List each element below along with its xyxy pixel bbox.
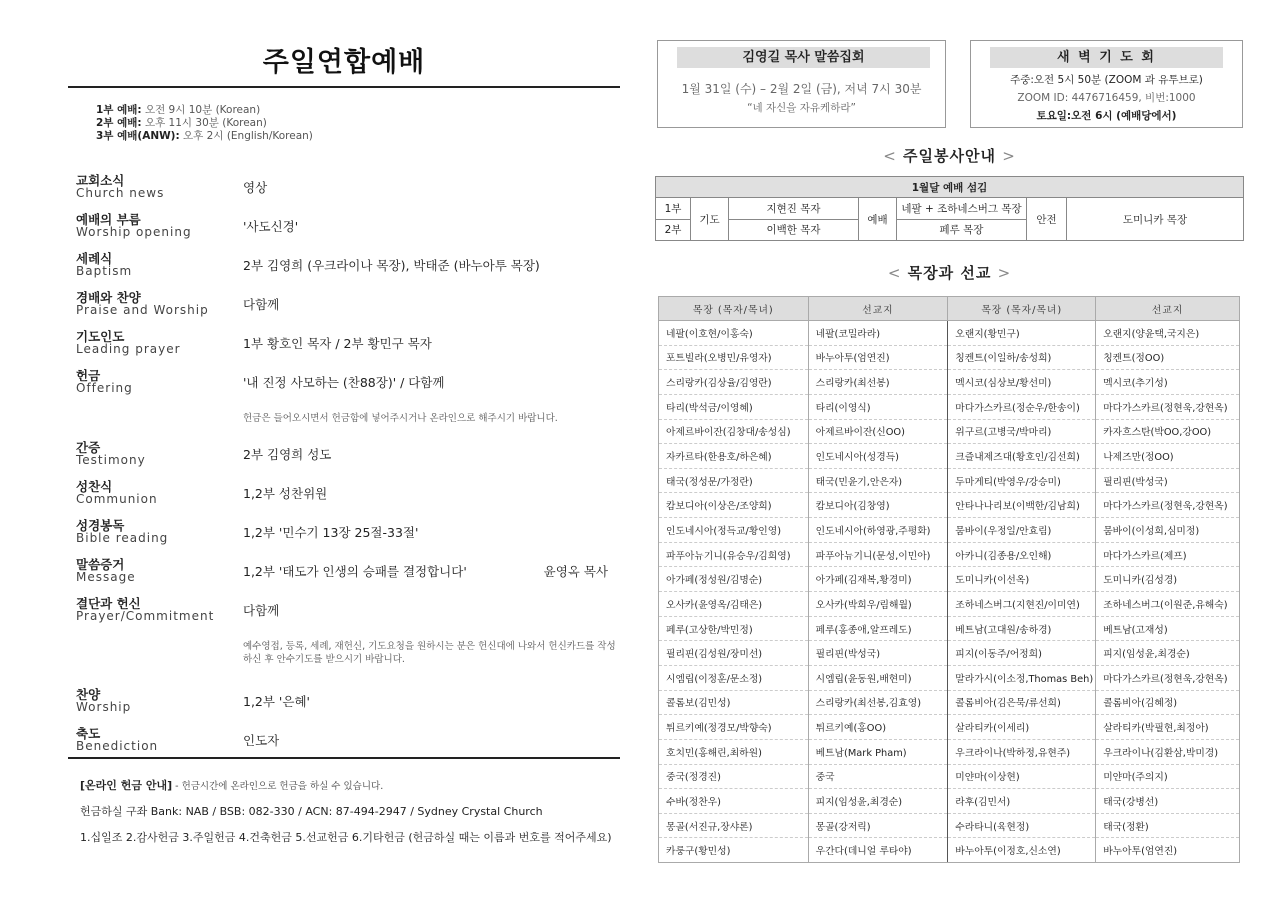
- worship-order-title: 말씀증거: [76, 557, 125, 572]
- mission-field-cell: 인도네시아(성경득): [808, 444, 948, 469]
- mission-field-cell: 마다가스카르(제프): [1096, 542, 1240, 567]
- table-row: [659, 715, 1240, 740]
- worship-order-item: [68, 210, 620, 249]
- table-row: [659, 370, 1240, 395]
- worship-order-english: Baptism: [76, 264, 133, 278]
- mission-field-cell: 몽골(강저릭): [808, 813, 948, 838]
- worship-order-english: Worship: [76, 700, 132, 714]
- mission-field-cell: 베트남(고재성): [1096, 616, 1240, 641]
- table-row: [659, 345, 1240, 370]
- mokjang-cell: 튀르키예(정경모/박향숙): [659, 715, 809, 740]
- revival-header: 김영길 목사 말씀집회: [677, 47, 930, 68]
- service-name: 이백한 목자: [729, 219, 859, 240]
- worship-order-item: [68, 685, 620, 724]
- table-row: [659, 789, 1240, 814]
- service-part: 1부: [656, 198, 691, 219]
- mission-field-cell: 피지(임성윤,최경순): [1096, 641, 1240, 666]
- message-speaker: 윤영옥 목사: [543, 564, 608, 579]
- service-time-3: 3부 예배(ANW): 오후 2시 (English/Korean): [96, 130, 313, 142]
- mission-field-cell: 오사카(박희우/림해월): [808, 592, 948, 617]
- service-name: 네팔 + 조하네스버그 목장: [897, 198, 1027, 219]
- mission-field-cell: 뭄바이(이성희,심미정): [1096, 518, 1240, 543]
- table-row: [656, 198, 1244, 219]
- worship-order-title: 기도인도: [76, 329, 125, 344]
- mission-field-cell: 마다가스카르(정현욱,강현옥): [1096, 394, 1240, 419]
- worship-order-value: 1,2부 '민수기 13장 25절-33절': [243, 525, 419, 540]
- table-row: [659, 665, 1240, 690]
- worship-order-item: [68, 249, 620, 288]
- mokjang-cell: 시엠립(이정훈/문소정): [659, 665, 809, 690]
- mokjang-cell: 바누아투(이정호,신소연): [948, 838, 1096, 863]
- mokjang-cell: 포트빌라(오병민/유영자): [659, 345, 809, 370]
- mission-field-cell: 시엠립(윤동원,배현미): [808, 665, 948, 690]
- mokjang-cell: 콜롬비아(김은묵/류선희): [948, 690, 1096, 715]
- mission-field-cell: 우크라이나(김환삼,박미경): [1096, 739, 1240, 764]
- table-row: [659, 764, 1240, 789]
- offering-account: 헌금하실 구좌 Bank: NAB / BSB: 082-330 / ACN: 87-494-2947 / Sydney Crystal Church: [80, 805, 543, 818]
- worship-order-english: Praise and Worship: [76, 303, 209, 317]
- mokjang-cell: 도미니카(이선옥): [948, 567, 1096, 592]
- mission-field-cell: 중국: [808, 764, 948, 789]
- service-table: [655, 176, 1244, 241]
- mission-field-cell: 미얀마(주의지): [1096, 764, 1240, 789]
- worship-order-title: 세례식: [76, 251, 113, 266]
- worship-order-list: [68, 171, 620, 763]
- table-row: [659, 419, 1240, 444]
- mokjang-cell: 크즐내제즈대(황호인/김선희): [948, 444, 1096, 469]
- worship-order-value: 1,2부 '은혜': [243, 694, 310, 709]
- mission-field-cell: 캄보디아(김창영): [808, 493, 948, 518]
- worship-order-item: [68, 477, 620, 516]
- worship-order-note: 예수영접, 등록, 세례, 재헌신, 기도요청을 원하시는 분은 헌신대에 나와서 헌신카드를 작성하신 후 안수기도를 받으시기 바랍니다.: [243, 641, 616, 665]
- mission-field-cell: 인도네시아(하영광,주평화): [808, 518, 948, 543]
- table-row: [659, 444, 1240, 469]
- offering-types: 1.십일조 2.감사헌금 3.주일헌금 4.건축헌금 5.선교헌금 6.기타헌금 (헌금하실 때는 이름과 번호를 적어주세요): [80, 831, 612, 844]
- service-times: [96, 104, 620, 143]
- mokjang-cell: 아카니(김종용/오인해): [948, 542, 1096, 567]
- table-row: [659, 518, 1240, 543]
- mission-field-cell: 파푸아뉴기니(문성,이민아): [808, 542, 948, 567]
- column-header: 선교지: [1096, 297, 1240, 321]
- mission-field-cell: 칭켄트(정OO): [1096, 345, 1240, 370]
- mission-field-cell: 살라티카(박필현,최정아): [1096, 715, 1240, 740]
- service-time-2: 2부 예배: 오후 11시 30분 (Korean): [96, 117, 267, 129]
- column-header: 선교지: [808, 297, 948, 321]
- mokjang-cell: 캄보디아(이상은/조양희): [659, 493, 809, 518]
- mission-field-cell: 카자흐스탄(박OO,강OO): [1096, 419, 1240, 444]
- table-row: [659, 468, 1240, 493]
- worship-order-title: 간증: [76, 440, 101, 455]
- mission-field-cell: 오랜지(양윤택,국지은): [1096, 321, 1240, 346]
- column-header: 목장 (목자/목녀): [659, 297, 809, 321]
- worship-order-value: 1,2부 성찬위원: [243, 486, 328, 501]
- worship-order-value: 2부 김영희 (우크라이나 목장), 박태준 (바누아투 목장): [243, 258, 540, 273]
- worship-order-item: [68, 288, 620, 327]
- worship-order-title: 축도: [76, 726, 101, 741]
- worship-order-item: [68, 171, 620, 210]
- mission-table: [658, 296, 1240, 863]
- table-row: [659, 813, 1240, 838]
- mission-field-cell: 콜롬비아(김혜정): [1096, 690, 1240, 715]
- mokjang-cell: 자카르타(한용호/하은혜): [659, 444, 809, 469]
- worship-order-item: [68, 594, 620, 633]
- worship-order-title: 헌금: [76, 368, 101, 383]
- revival-dates: 1월 31일 (수) – 2월 2일 (금), 저녁 7시 30분: [681, 82, 922, 96]
- mokjang-cell: 베트남(고대원/송하경): [948, 616, 1096, 641]
- mission-field-cell: 나제즈만(정OO): [1096, 444, 1240, 469]
- mokjang-cell: 두마게티(박영우/강승미): [948, 468, 1096, 493]
- service-role: 안전: [1027, 198, 1067, 241]
- service-name: 도미니카 목장: [1067, 198, 1244, 241]
- mokjang-cell: 페루(고상한/박민정): [659, 616, 809, 641]
- worship-order-english: Communion: [76, 492, 158, 506]
- mission-section-title: < 목장과 선교 >: [887, 264, 1012, 282]
- worship-order-english: Worship opening: [76, 225, 192, 239]
- revival-meeting-box: [657, 40, 946, 128]
- worship-order-title: 찬양: [76, 687, 101, 702]
- mokjang-cell: 인도네시아(정득교/황인영): [659, 518, 809, 543]
- table-row: [659, 321, 1240, 346]
- worship-order-item: [68, 405, 620, 438]
- dawn-saturday: 토요일:오전 6시 (예배당에서): [1036, 110, 1177, 122]
- mission-field-cell: 아가페(김재복,황경미): [808, 567, 948, 592]
- mokjang-cell: 카룽구(황민성): [659, 838, 809, 863]
- mokjang-cell: 미얀마(이상현): [948, 764, 1096, 789]
- worship-order-title: 교회소식: [76, 173, 125, 188]
- table-row: [659, 690, 1240, 715]
- dawn-prayer-box: [970, 40, 1243, 128]
- mission-field-cell: 아제르바이잔(신OO): [808, 419, 948, 444]
- mission-field-cell: 멕시코(추기성): [1096, 370, 1240, 395]
- worship-order-value: 2부 김영희 성도: [243, 447, 332, 462]
- mission-field-cell: 바누아투(엄연진): [1096, 838, 1240, 863]
- offering-lead-line: [온라인 헌금 안내] - 헌금시간에 온라인으로 헌금을 하실 수 있습니다.: [80, 779, 384, 792]
- service-role: 기도: [691, 198, 729, 241]
- mission-field-cell: 마다가스카르(정현욱,강현옥): [1096, 665, 1240, 690]
- worship-order-title: 경배와 찬양: [76, 290, 141, 305]
- page-title: 주일연합예배: [68, 38, 620, 88]
- mission-field-cell: 네팔(코밀라라): [808, 321, 948, 346]
- worship-order-value: 1부 황호인 목자 / 2부 황민구 목자: [243, 336, 432, 351]
- worship-order-english: Offering: [76, 381, 133, 395]
- mokjang-cell: 위구르(고병국/박마리): [948, 419, 1096, 444]
- worship-order-english: Church news: [76, 186, 165, 200]
- worship-order-value: '내 진정 사모하는 (찬88장)' / 다함께: [243, 375, 445, 390]
- mokjang-cell: 멕시코(심상보/황선미): [948, 370, 1096, 395]
- mokjang-cell: 뭄바이(우정일/안효림): [948, 518, 1096, 543]
- mokjang-cell: 몽골(서진규,장샤론): [659, 813, 809, 838]
- service-part: 2부: [656, 219, 691, 240]
- mokjang-cell: 오사카(윤영옥/김태은): [659, 592, 809, 617]
- mission-field-cell: 태국(정환): [1096, 813, 1240, 838]
- worship-order-item: [68, 366, 620, 405]
- worship-order-value: '사도신경': [243, 219, 299, 234]
- mokjang-cell: 칭켄트(이일하/송성희): [948, 345, 1096, 370]
- mission-field-cell: 우간다(데니얼 루타야): [808, 838, 948, 863]
- revival-theme: “네 자신을 자유케하라”: [747, 102, 856, 114]
- mokjang-cell: 중국(정경진): [659, 764, 809, 789]
- mokjang-cell: 타리(박석금/이영혜): [659, 394, 809, 419]
- worship-order-english: Prayer/Commitment: [76, 609, 215, 623]
- mokjang-cell: 수라타니(육현정): [948, 813, 1096, 838]
- service-time-1: 1부 예배: 오전 9시 10분 (Korean): [96, 104, 261, 116]
- mission-field-cell: 바누아투(엄연진): [808, 345, 948, 370]
- mission-field-cell: 필리핀(박성국): [1096, 468, 1240, 493]
- mission-field-cell: 튀르키예(홍OO): [808, 715, 948, 740]
- worship-order-value: 인도자: [243, 733, 280, 748]
- worship-order-value: 다함께: [243, 297, 280, 312]
- worship-order-title: 성찬식: [76, 479, 113, 494]
- mission-field-cell: 조하네스버그(이원준,유해숙): [1096, 592, 1240, 617]
- mokjang-cell: 마다가스카르(정순우/한송이): [948, 394, 1096, 419]
- worship-order-item: [68, 516, 620, 555]
- worship-order-value: 1,2부 '태도가 인생의 승패를 결정합니다': [243, 564, 467, 579]
- worship-order-value: 다함께: [243, 603, 280, 618]
- service-name: 페루 목장: [897, 219, 1027, 240]
- dawn-zoom: ZOOM ID: 4476716459, 비번:1000: [1017, 92, 1196, 104]
- mission-field-cell: 베트남(Mark Pham): [808, 739, 948, 764]
- table-row: [659, 493, 1240, 518]
- worship-order-english: Testimony: [76, 453, 146, 467]
- mission-field-cell: 필리핀(박성국): [808, 641, 948, 666]
- service-section-title: < 주일봉사안내 >: [883, 147, 1016, 165]
- mokjang-cell: 수바(정찬우): [659, 789, 809, 814]
- table-row: [659, 641, 1240, 666]
- service-role: 예배: [859, 198, 897, 241]
- table-row: [659, 838, 1240, 863]
- mokjang-cell: 콜롬보(김민성): [659, 690, 809, 715]
- mokjang-cell: 네팔(이호현/이홍숙): [659, 321, 809, 346]
- online-offering-info: [68, 757, 620, 851]
- worship-order-item: [68, 633, 620, 685]
- table-row: [659, 616, 1240, 641]
- mission-field-cell: 페루(홍종애,알프레도): [808, 616, 948, 641]
- mission-field-cell: 마다가스카르(정현욱,강현옥): [1096, 493, 1240, 518]
- mokjang-cell: 필리핀(김성원/장미선): [659, 641, 809, 666]
- mission-field-cell: 스리랑카(최선봉,김효영): [808, 690, 948, 715]
- mokjang-cell: 태국(정성문/가정란): [659, 468, 809, 493]
- mokjang-cell: 스리랑카(김상율/김영란): [659, 370, 809, 395]
- table-row: [659, 592, 1240, 617]
- mission-field-cell: 타리(이영식): [808, 394, 948, 419]
- service-table-header: 1월달 예배 섬김: [656, 177, 1244, 198]
- worship-order-note: 헌금은 들어오시면서 헌금함에 넣어주시거나 온라인으로 해주시기 바랍니다.: [243, 413, 558, 424]
- column-header: 목장 (목자/목녀): [948, 297, 1096, 321]
- worship-order-item: [68, 438, 620, 477]
- mokjang-cell: 오랜지(황민구): [948, 321, 1096, 346]
- table-row: [659, 394, 1240, 419]
- mokjang-cell: 파푸아뉴기니(유승우/김희영): [659, 542, 809, 567]
- table-row: [659, 739, 1240, 764]
- worship-order-english: Message: [76, 570, 136, 584]
- mokjang-cell: 살라티카(이세리): [948, 715, 1096, 740]
- mokjang-cell: 호치민(홍해린,최하원): [659, 739, 809, 764]
- mokjang-cell: 말라가시(이소정,Thomas Beh): [948, 665, 1096, 690]
- service-name: 지현진 목자: [729, 198, 859, 219]
- mokjang-cell: 아제르바이잔(김창대/송성심): [659, 419, 809, 444]
- mission-field-cell: 태국(민윤기,안은자): [808, 468, 948, 493]
- mokjang-cell: 조하네스버그(지현진/이미연): [948, 592, 1096, 617]
- mission-table-body: [659, 321, 1240, 863]
- mokjang-cell: 아가페(정성원/김명순): [659, 567, 809, 592]
- mission-field-cell: 도미니카(김성경): [1096, 567, 1240, 592]
- worship-order-title: 결단과 헌신: [76, 596, 141, 611]
- worship-order-item: [68, 555, 620, 594]
- mission-field-cell: 스리랑카(최선봉): [808, 370, 948, 395]
- dawn-weekday: 주중:오전 5시 50분 (ZOOM 과 유투브로): [1010, 74, 1203, 86]
- worship-order-english: Leading prayer: [76, 342, 181, 356]
- mokjang-cell: 라후(김민서): [948, 789, 1096, 814]
- mokjang-cell: 우크라이나(박하정,유현주): [948, 739, 1096, 764]
- worship-order-title: 예배의 부름: [76, 212, 141, 227]
- order-of-service-column: [68, 38, 620, 844]
- worship-order-english: Bible reading: [76, 531, 169, 545]
- mokjang-cell: 피지(이동주/어정희): [948, 641, 1096, 666]
- mission-table-header-row: [659, 297, 1240, 321]
- mission-field-cell: 태국(강병선): [1096, 789, 1240, 814]
- dawn-header: 새 벽 기 도 회: [990, 47, 1223, 68]
- table-row: [659, 567, 1240, 592]
- worship-order-item: [68, 327, 620, 366]
- worship-order-title: 성경봉독: [76, 518, 125, 533]
- mission-field-cell: 피지(임성윤,최경순): [808, 789, 948, 814]
- table-row: [659, 542, 1240, 567]
- worship-order-english: Benediction: [76, 739, 159, 753]
- mokjang-cell: 안타나나리보(이백한/김남희): [948, 493, 1096, 518]
- worship-order-value: 영상: [243, 180, 268, 195]
